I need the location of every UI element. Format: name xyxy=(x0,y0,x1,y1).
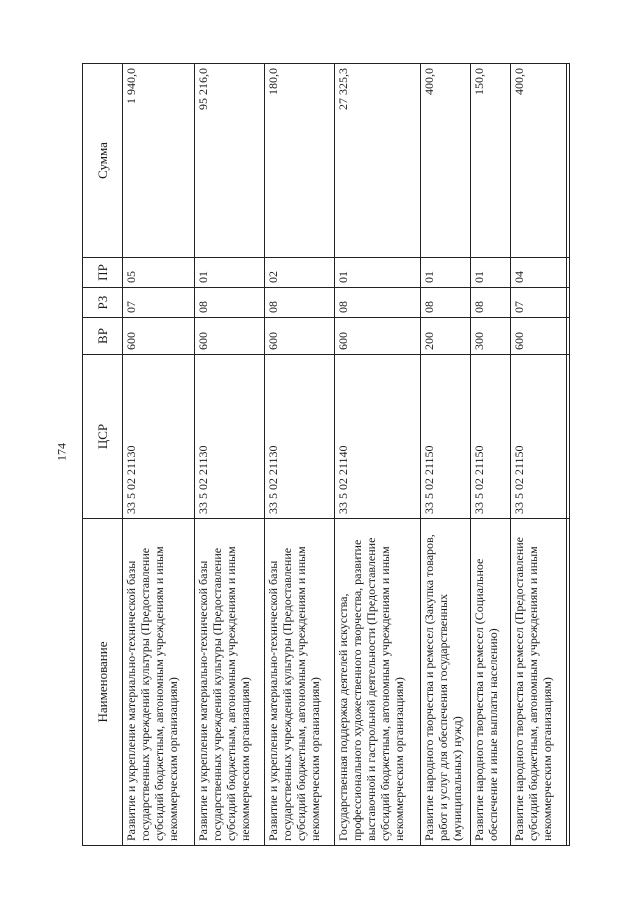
table-row-empty xyxy=(567,64,570,846)
cell-sum: 27 325,3 xyxy=(335,64,421,258)
cell-rz: 08 xyxy=(195,288,265,318)
cell-csr: 33 5 02 21150 xyxy=(421,355,471,519)
table-row xyxy=(265,64,335,846)
cell-vr: 600 xyxy=(335,318,421,355)
header-pr: ПР xyxy=(83,258,123,288)
cell-vr: 600 xyxy=(195,318,265,355)
cell-name: Развитие и укрепление материально-технической базы государственных учреждений культуры (Предоставление субсидий бюджетным, автономным учреждениям и иным некоммерческим организациям) xyxy=(123,519,195,846)
cell-csr: 33 5 02 21150 xyxy=(471,355,511,519)
cell-pr: 01 xyxy=(195,258,265,288)
cell-rz: 07 xyxy=(511,288,567,318)
cell-name: Развитие и укрепление материально-технической базы государственных учреждений культуры (Предоставление субсидий бюджетным, автономным учреждениям и иным некоммерческим организациям) xyxy=(265,519,335,846)
cell-sum: 1 940,0 xyxy=(123,64,195,258)
cell-csr: 33 5 02 21150 xyxy=(511,355,567,519)
cell-rz: 08 xyxy=(421,288,471,318)
cell-rz: 08 xyxy=(265,288,335,318)
cell-csr: 33 5 02 21130 xyxy=(265,355,335,519)
cell-empty xyxy=(567,258,570,288)
budget-table xyxy=(82,63,570,846)
cell-csr: 33 5 02 21140 xyxy=(335,355,421,519)
rotated-table-wrapper xyxy=(82,64,568,846)
cell-empty xyxy=(567,288,570,318)
cell-vr: 600 xyxy=(265,318,335,355)
cell-pr: 02 xyxy=(265,258,335,288)
cell-empty xyxy=(567,519,570,846)
cell-name: Развитие народного творчества и ремесел (Социальное обеспечение и иные выплаты населению) xyxy=(471,519,511,846)
cell-name: Развитие народного творчества и ремесел (Закупка товаров, работ и услуг для обеспечения государственных (муниципальных) нужд) xyxy=(421,519,471,846)
cell-sum: 150,0 xyxy=(471,64,511,258)
cell-rz: 08 xyxy=(335,288,421,318)
table-row xyxy=(421,64,471,846)
cell-sum: 95 216,0 xyxy=(195,64,265,258)
page-number: 174 xyxy=(54,443,69,461)
header-name: Наименование xyxy=(83,519,123,846)
table-row xyxy=(471,64,511,846)
cell-vr: 300 xyxy=(471,318,511,355)
cell-name: Государственная поддержка деятелей искусства, профессионального художественного творчества, развитие выставочной и гастрольной деятельности (Предоставление субсидий бюджетным, автономным учреждениям и иным некоммерческим организациям) xyxy=(335,519,421,846)
cell-sum: 400,0 xyxy=(421,64,471,258)
cell-csr: 33 5 02 21130 xyxy=(123,355,195,519)
cell-csr: 33 5 02 21130 xyxy=(195,355,265,519)
cell-pr: 01 xyxy=(421,258,471,288)
cell-empty xyxy=(567,355,570,519)
cell-pr: 05 xyxy=(123,258,195,288)
header-csr: ЦСР xyxy=(83,355,123,519)
cell-name: Развитие и укрепление материально-технической базы государственных учреждений культуры (Предоставление субсидий бюджетным, автономным учреждениям и иным некоммерческим организациям) xyxy=(195,519,265,846)
table-row xyxy=(335,64,421,846)
cell-pr: 01 xyxy=(471,258,511,288)
cell-pr: 04 xyxy=(511,258,567,288)
header-rz: РЗ xyxy=(83,288,123,318)
cell-rz: 07 xyxy=(123,288,195,318)
cell-empty xyxy=(567,64,570,258)
cell-rz: 08 xyxy=(471,288,511,318)
cell-vr: 200 xyxy=(421,318,471,355)
cell-name: Развитие народного творчества и ремесел (Предоставление субсидий бюджетным, автономным учреждениям и иным некоммерческим организациям) xyxy=(511,519,567,846)
header-vr: ВР xyxy=(83,318,123,355)
header-sum: Сумма xyxy=(83,64,123,258)
table-row xyxy=(195,64,265,846)
table-header-row xyxy=(83,64,123,846)
cell-vr: 600 xyxy=(123,318,195,355)
cell-pr: 01 xyxy=(335,258,421,288)
cell-empty xyxy=(567,318,570,355)
table-row xyxy=(123,64,195,846)
cell-sum: 180,0 xyxy=(265,64,335,258)
table-row xyxy=(511,64,567,846)
cell-sum: 400,0 xyxy=(511,64,567,258)
cell-vr: 600 xyxy=(511,318,567,355)
